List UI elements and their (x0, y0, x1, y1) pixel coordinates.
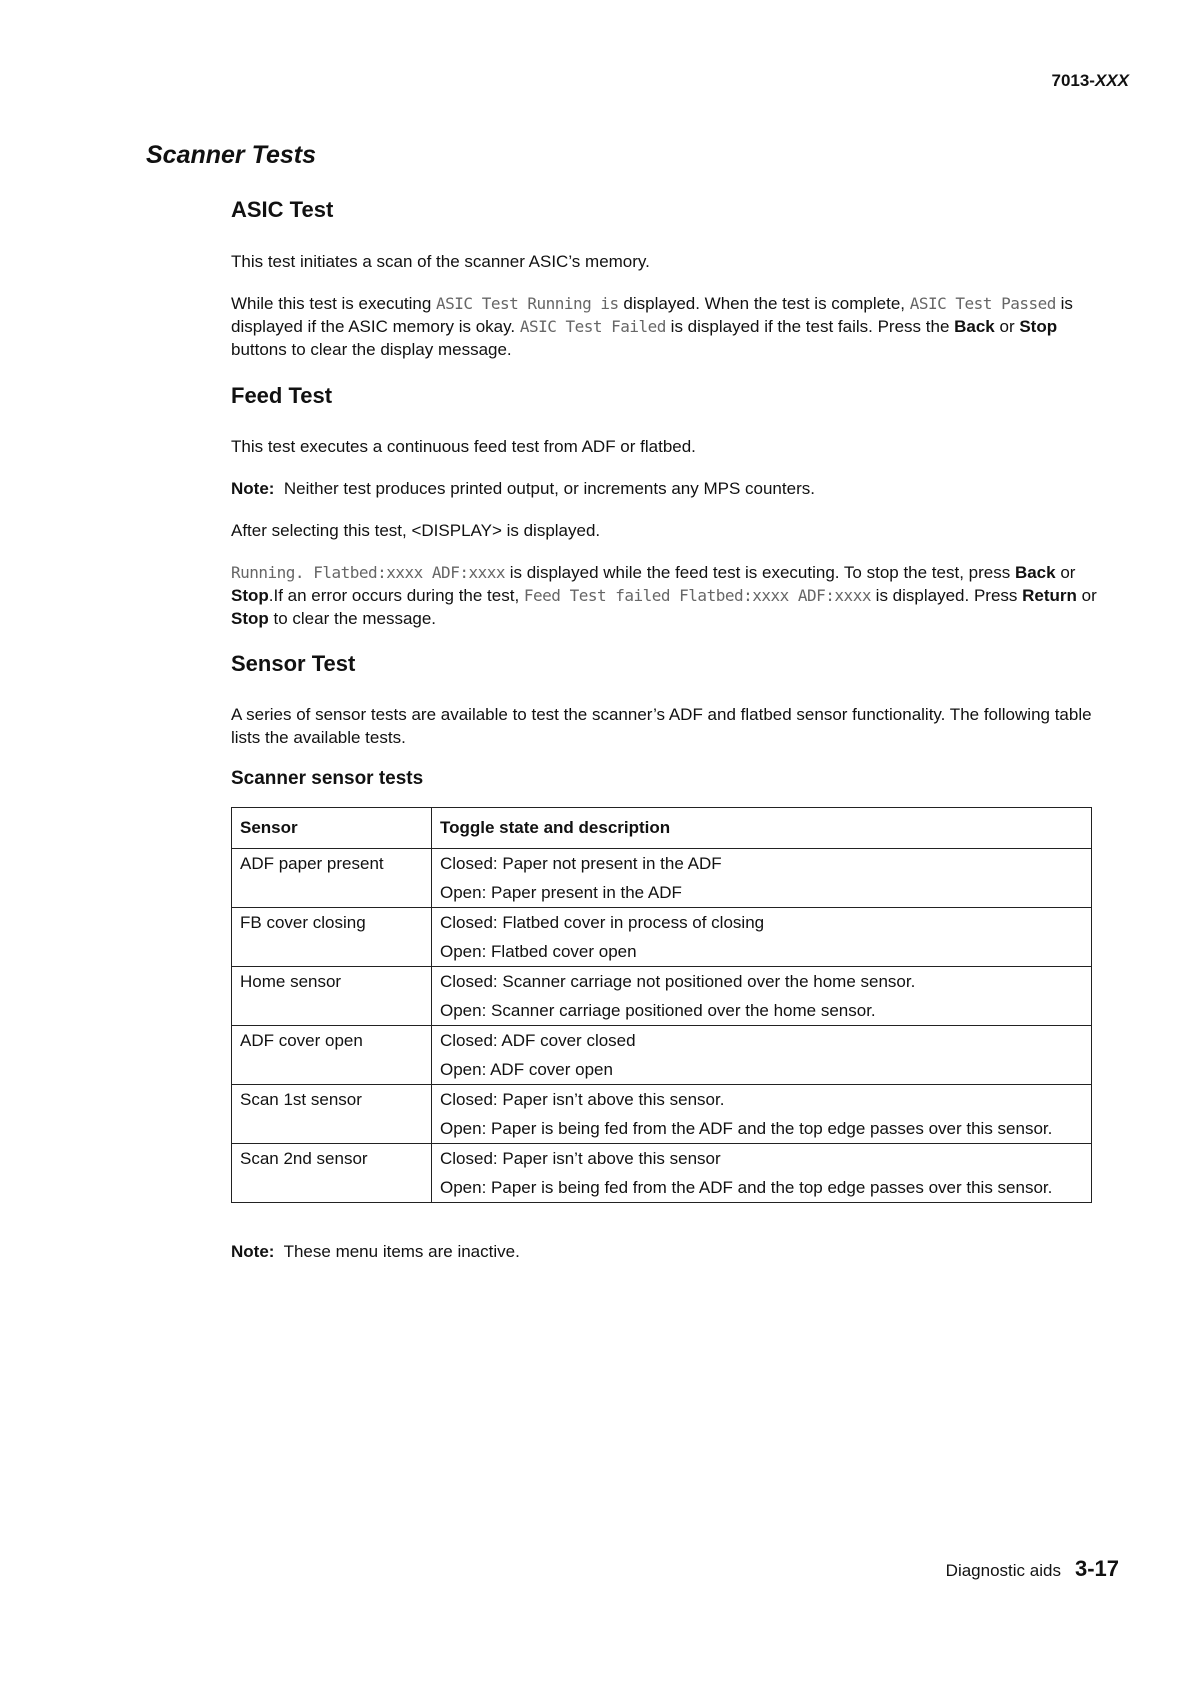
toggle-description: Closed: Flatbed cover in process of closing Open: Flatbed cover open (432, 908, 1092, 967)
sensor-table (231, 807, 1092, 1203)
feed-description: Running. Flatbed:xxxx ADF:xxxx is displayed while the feed test is executing. To stop the test, press Back or Stop.If an error occurs during the test, Feed Test failed Flatbed:xxxx ADF:xxxx is displayed. Press Return or Stop to clear the message. (231, 563, 1097, 628)
sensor-name: Scan 1st sensor (232, 1085, 432, 1144)
asic-description: While this test is executing ASIC Test Running is displayed. When the test is complete, ASIC Test Passed is displayed if the ASIC memory is okay. ASIC Test Failed is displayed if the test fails. Press the Back or Stop buttons to clear the display message. (231, 294, 1073, 359)
table-row (232, 908, 1092, 967)
footer-section: Diagnostic aids (945, 1561, 1061, 1580)
feed-test-heading: Feed Test (231, 383, 333, 408)
table-row (232, 1085, 1092, 1144)
chapter-title: Scanner Tests (146, 141, 316, 169)
sensor-name: ADF cover open (232, 1026, 432, 1085)
table-header-row (232, 808, 1092, 849)
table-row (232, 1026, 1092, 1085)
feed-running-message: Running. Flatbed:xxxx ADF:xxxx (231, 563, 505, 582)
toggle-description: Closed: ADF cover closed Open: ADF cover open (432, 1026, 1092, 1085)
feed-note: Note: Neither test produces printed output, or increments any MPS counters. (231, 479, 815, 498)
sensor-name: FB cover closing (232, 908, 432, 967)
sensor-note: Note: These menu items are inactive. (231, 1242, 520, 1261)
asic-failed-message: ASIC Test Failed (519, 317, 666, 336)
table-caption: Scanner sensor tests (231, 768, 424, 789)
sensor-name: ADF paper present (232, 849, 432, 908)
sensor-name: Scan 2nd sensor (232, 1144, 432, 1203)
column-header-description: Toggle state and description (432, 808, 1092, 849)
asic-test-heading: ASIC Test (231, 197, 334, 222)
table-row (232, 1144, 1092, 1203)
feed-intro: This test executes a continuous feed test from ADF or flatbed. (231, 437, 696, 456)
asic-passed-message: ASIC Test Passed (909, 294, 1056, 313)
sensor-name: Home sensor (232, 967, 432, 1026)
toggle-description: Closed: Scanner carriage not positioned over the home sensor. Open: Scanner carriage positioned over the home sensor. (432, 967, 1092, 1026)
asic-running-message: ASIC Test Running is (436, 294, 619, 313)
sensor-test-heading: Sensor Test (231, 651, 356, 676)
toggle-description: Closed: Paper not present in the ADF Open: Paper present in the ADF (432, 849, 1092, 908)
column-header-sensor: Sensor (232, 808, 432, 849)
page-number: 3-17 (1074, 1556, 1119, 1581)
document-code: 7013-XXX (1051, 71, 1129, 90)
page-footer (946, 1556, 1119, 1582)
feed-display-text: After selecting this test, <DISPLAY> is displayed. (231, 521, 601, 540)
sensor-intro: A series of sensor tests are available to test the scanner’s ADF and flatbed sensor functionality. The following table lists the available tests. (231, 705, 1092, 747)
toggle-description: Closed: Paper isn’t above this sensor Open: Paper is being fed from the ADF and the top edge passes over this sensor. (432, 1144, 1092, 1203)
table-row (232, 849, 1092, 908)
feed-failed-message: Feed Test failed Flatbed:xxxx ADF:xxxx (523, 586, 871, 605)
asic-intro: This test initiates a scan of the scanner ASIC’s memory. (231, 252, 650, 271)
toggle-description: Closed: Paper isn’t above this sensor. Open: Paper is being fed from the ADF and the top edge passes over this sensor. (432, 1085, 1092, 1144)
table-row (232, 967, 1092, 1026)
